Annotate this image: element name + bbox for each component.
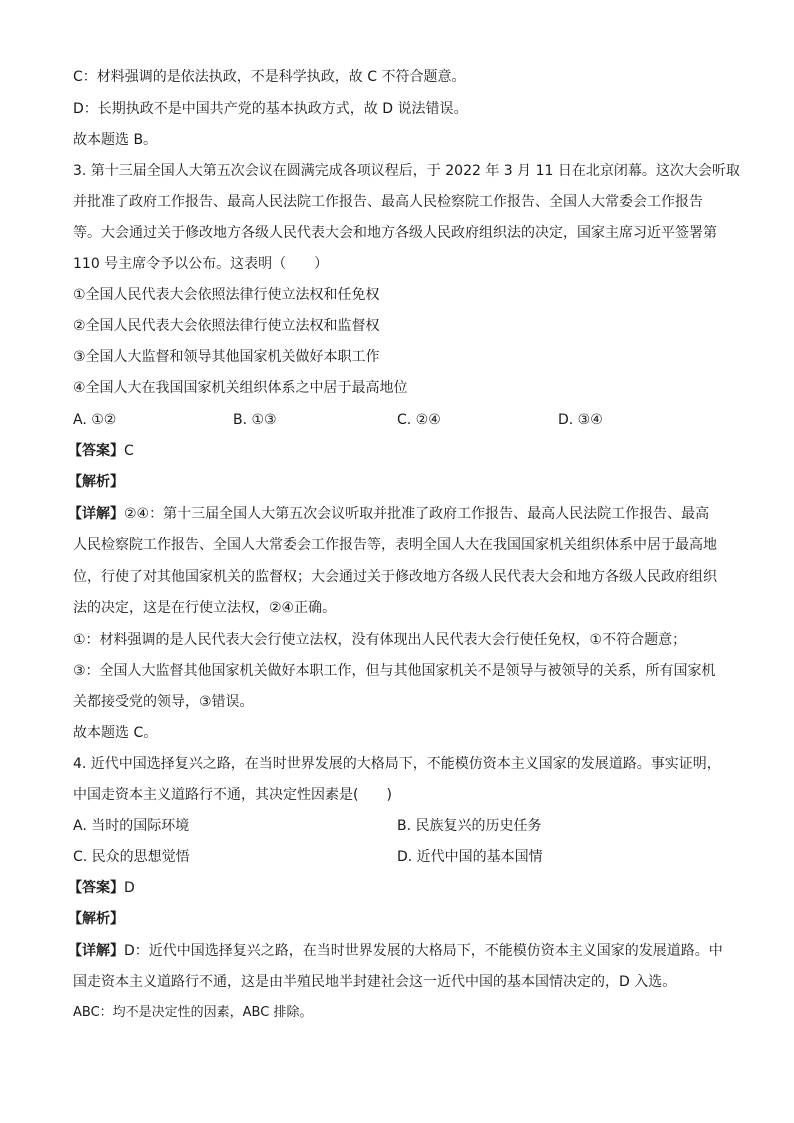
q3-detail-line-2: 人民检察院工作报告、全国人大常委会工作报告等，表明全国人大在我国国家机关组织体系中居于最高地: [73, 537, 717, 553]
q4-option-a: A. 当时的国际环境: [73, 818, 190, 834]
q3-detail-tag: 【详解】: [68, 506, 124, 522]
q3-detail-line-6: ③：全国人大监督其他国家机关做好本职工作，但与其他国家机关不是领导与被领导的关系，所有国家机: [73, 663, 716, 679]
q4-detail-line-1: [68, 941, 723, 961]
q3-detail-text-1: ②④：第十三届全国人大第五次会议听取并批准了政府工作报告、最高人民法院工作报告、最高: [124, 506, 710, 522]
q4-detail-line-2: 国走资本主义道路行不通，这是由半殖民地半封建社会这一近代中国的基本国情决定的，D 入选。: [73, 974, 677, 990]
q3-item-2: ②全国人民代表大会依照法律行使立法权和监督权: [73, 318, 380, 334]
q4-detail-text-1: D：近代中国选择复兴之路，在当时世界发展的大格局下，不能模仿资本主义国家的发展道路。中: [124, 943, 723, 959]
q4-stem-line-2: 中国走资本主义道路行不通，其决定性因素是( ): [73, 787, 392, 803]
q3-answer: [68, 441, 134, 461]
q4-option-d: D. 近代中国的基本国情: [397, 849, 543, 865]
q4-option-b: B. 民族复兴的历史任务: [397, 818, 542, 834]
q3-answer-value: C: [124, 443, 134, 459]
q3-option-c: C. ②④: [397, 412, 441, 428]
q3-detail-line-7: 关都接受党的领导，③错误。: [73, 694, 254, 710]
prev-explain-c: C：材料强调的是依法执政，不是科学执政，故 C 不符合题意。: [73, 69, 466, 85]
q3-stem-line-4: 110 号主席令予以公布。这表明（ ）: [73, 256, 329, 272]
q4-answer: [68, 878, 135, 898]
q3-detail-line-3: 位，行使了对其他国家机关的监督权；大会通过关于修改地方各级人民代表大会和地方各级人民政府组织: [73, 569, 717, 585]
q4-option-c: C. 民众的思想觉悟: [73, 849, 190, 865]
q3-detail-line-1: [68, 504, 709, 524]
q4-stem-line-1: 4. 近代中国选择复兴之路，在当时世界发展的大格局下，不能模仿资本主义国家的发展道路。事实证明，: [73, 756, 721, 772]
q4-answer-value: D: [124, 880, 135, 896]
q3-item-3: ③全国人大监督和领导其他国家机关做好本职工作: [73, 349, 380, 365]
q3-answer-tag: 【答案】: [68, 443, 124, 459]
q3-stem-line-1: 3. 第十三届全国人大第五次会议在圆满完成各项议程后，于 2022 年 3 月 11 日在北京闭幕。这次大会听取: [73, 163, 740, 179]
prev-conclusion: 故本题选 B。: [73, 132, 158, 148]
q3-stem-line-2: 并批准了政府工作报告、最高人民法院工作报告、最高人民检察院工作报告、全国人大常委会工作报告: [73, 194, 703, 210]
q4-answer-tag: 【答案】: [68, 880, 124, 896]
q3-option-d: D. ③④: [558, 412, 603, 428]
q3-analysis-tag: 【解析】: [68, 474, 124, 490]
prev-explain-d: D：长期执政不是中国共产党的基本执政方式，故 D 说法错误。: [73, 101, 468, 117]
q4-detail-tag: 【详解】: [68, 943, 124, 959]
q3-detail-line-4: 法的决定，这是在行使立法权，②④正确。: [73, 600, 337, 616]
q4-analysis-tag: 【解析】: [68, 911, 124, 927]
q3-detail-line-5: ①：材料强调的是人民代表大会行使立法权，没有体现出人民代表大会行使任免权，①不符合题意；: [73, 632, 687, 648]
q3-conclusion: 故本题选 C。: [73, 725, 158, 741]
q3-option-a: A. ①②: [73, 412, 117, 428]
q4-detail-line-3: ABC：均不是决定性的因素，ABC 排除。: [73, 1005, 313, 1020]
q3-item-1: ①全国人民代表大会依照法律行使立法权和任免权: [73, 287, 380, 303]
q3-option-b: B. ①③: [233, 412, 277, 428]
q3-stem-line-3: 等。大会通过关于修改地方各级人民代表大会和地方各级人民政府组织法的决定，国家主席习近平签署第: [73, 225, 717, 241]
q3-item-4: ④全国人大在我国国家机关组织体系之中居于最高地位: [73, 380, 408, 396]
